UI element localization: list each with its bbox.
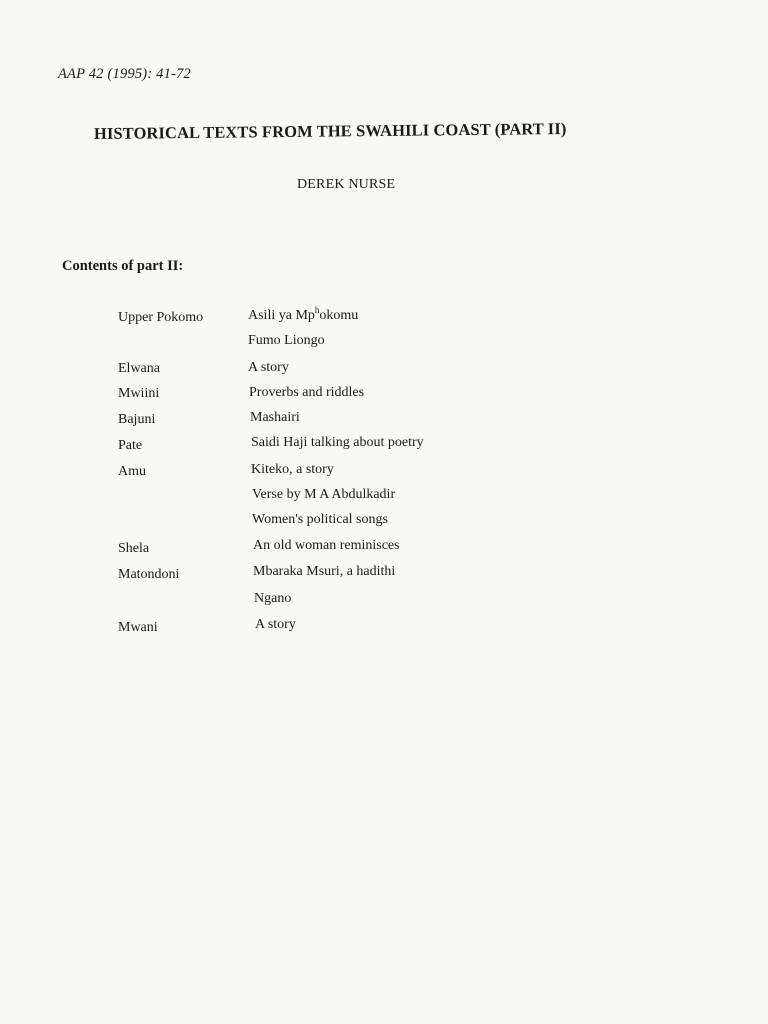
text-title: A story [248, 360, 289, 375]
dialect-name: Matondoni [118, 567, 180, 582]
text-title: An old woman reminisces [253, 538, 400, 553]
author-name: DEREK NURSE [297, 177, 396, 192]
journal-citation: AAP 42 (1995): 41-72 [58, 66, 191, 82]
article-title: HISTORICAL TEXTS FROM THE SWAHILI COAST (PART II) [93, 119, 567, 143]
text-title-part: okomu [319, 308, 359, 323]
dialect-name: Upper Pokomo [118, 310, 204, 325]
text-title: A story [255, 617, 296, 632]
text-title: Ngano [254, 591, 292, 606]
dialect-name: Mwani [118, 620, 158, 635]
text-title: Kiteko, a story [251, 462, 334, 477]
contents-heading: Contents of part II: [62, 258, 184, 274]
dialect-name: Shela [118, 541, 150, 556]
text-title: Women's political songs [252, 512, 388, 527]
text-title: Saidi Haji talking about poetry [251, 435, 424, 450]
text-title: Fumo Liongo [248, 333, 325, 348]
text-title [248, 305, 359, 324]
text-title: Mashairi [250, 410, 300, 425]
text-title: Mbaraka Msuri, a hadithi [253, 564, 396, 579]
dialect-name: Bajuni [118, 412, 156, 427]
text-title: Verse by M A Abdulkadir [252, 487, 396, 502]
dialect-name: Mwiini [118, 386, 160, 401]
dialect-name: Elwana [118, 361, 160, 376]
dialect-name: Pate [118, 438, 143, 453]
text-title: Proverbs and riddles [249, 385, 365, 400]
text-title-part: Asili ya Mp [248, 308, 315, 323]
text-title-superscript: h [314, 305, 320, 315]
dialect-name: Amu [118, 464, 146, 479]
